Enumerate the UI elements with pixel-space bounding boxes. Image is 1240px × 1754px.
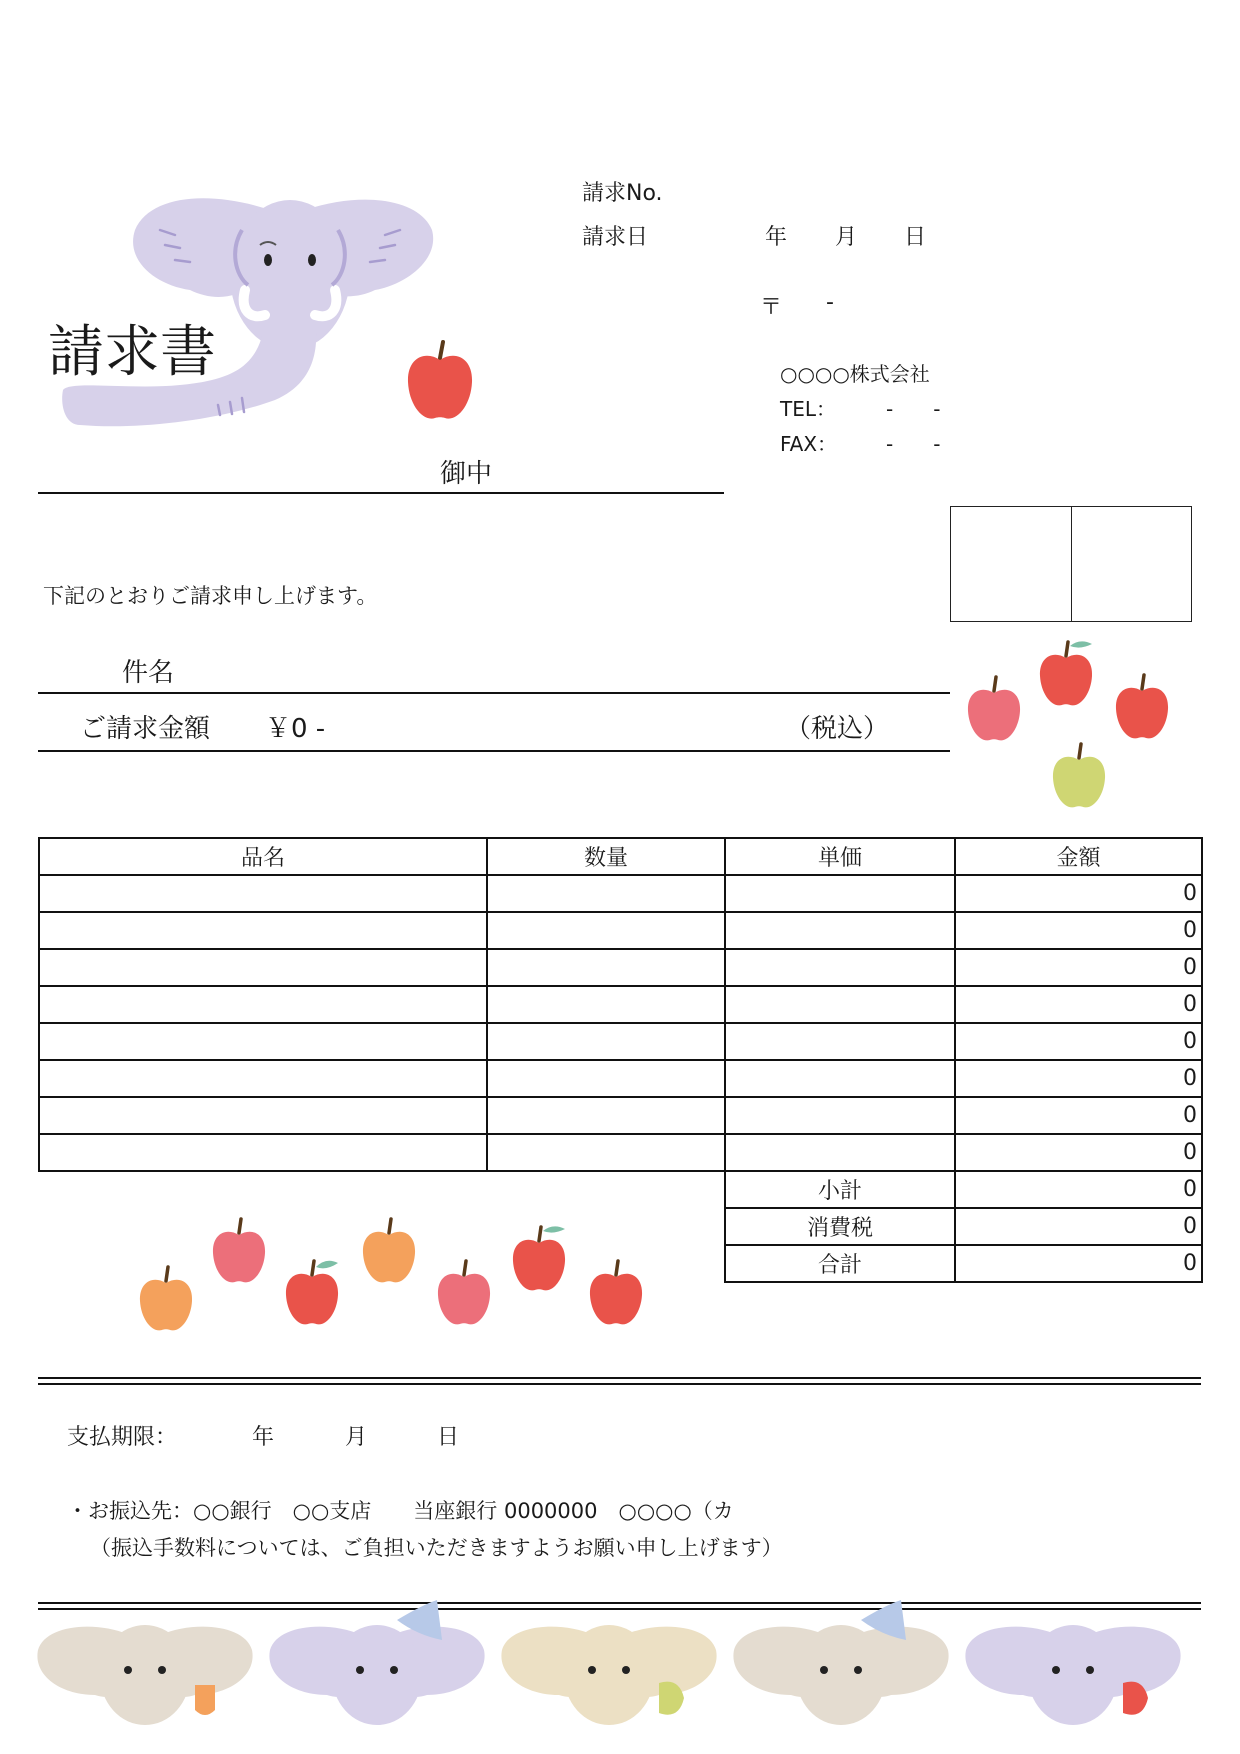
elephant-border-item: [733, 1600, 948, 1725]
item-price-cell[interactable]: [725, 1097, 955, 1134]
column-header-quantity: 数量: [487, 838, 725, 875]
recipient-suffix: 御中: [440, 459, 493, 489]
divider-line: [38, 1383, 1201, 1385]
postal-mark: 〒: [760, 295, 783, 320]
amount-value: ￥0 -: [265, 714, 326, 744]
issuer-fax-value: - -: [886, 432, 941, 456]
amount-label: ご請求金額: [80, 714, 211, 744]
elephant-border-item: [965, 1625, 1180, 1725]
item-name-cell[interactable]: [39, 875, 487, 912]
stamp-box: [950, 506, 1072, 622]
table-row: [39, 986, 1202, 1023]
issuer-tel-label: TEL：: [780, 397, 836, 421]
bank-transfer-info: ・お振込先：○○銀行 ○○支店 当座銀行 0000000 ○○○○（カ: [67, 1499, 734, 1523]
subtotal-value: 0: [955, 1171, 1202, 1208]
item-amount-cell: 0: [955, 1134, 1202, 1171]
item-amount-cell: 0: [955, 875, 1202, 912]
item-price-cell[interactable]: [725, 875, 955, 912]
apple-icon: [405, 340, 475, 425]
document-title: 請求書: [48, 320, 216, 385]
column-header-unit-price: 単価: [725, 838, 955, 875]
recipient-underline: [38, 492, 724, 494]
invoice-date-year: 年: [765, 225, 788, 250]
subject-label: 件名: [122, 658, 175, 688]
item-amount-cell: 0: [955, 949, 1202, 986]
blank-cell: [39, 1171, 725, 1208]
item-price-cell[interactable]: [725, 912, 955, 949]
apple-cluster-illustration: [965, 638, 1175, 818]
subject-underline: [38, 692, 950, 694]
divider-line: [38, 1377, 1201, 1379]
stamp-box: [1071, 506, 1192, 622]
item-price-cell[interactable]: [725, 1023, 955, 1060]
item-amount-cell: 0: [955, 986, 1202, 1023]
column-header-item-name: 品名: [39, 838, 487, 875]
invoice-no-label: 請求No.: [582, 181, 663, 206]
table-row: [39, 912, 1202, 949]
subtotal-label: 小計: [725, 1171, 955, 1208]
table-row: [39, 1134, 1202, 1171]
invoice-date-month: 月: [835, 225, 858, 250]
item-qty-cell[interactable]: [487, 949, 725, 986]
item-name-cell[interactable]: [39, 1060, 487, 1097]
item-qty-cell[interactable]: [487, 875, 725, 912]
item-amount-cell: 0: [955, 1097, 1202, 1134]
amount-underline: [38, 750, 950, 752]
item-name-cell[interactable]: [39, 912, 487, 949]
elephant-border-item: [501, 1625, 716, 1725]
table-header-row: [39, 838, 1202, 875]
payment-deadline-month: 月: [345, 1425, 368, 1450]
item-name-cell[interactable]: [39, 986, 487, 1023]
table-row: [39, 875, 1202, 912]
intro-text: 下記のとおりご請求申し上げます。: [43, 584, 378, 608]
item-name-cell[interactable]: [39, 949, 487, 986]
elephant-border-item: [37, 1625, 252, 1725]
item-name-cell[interactable]: [39, 1134, 487, 1171]
item-price-cell[interactable]: [725, 1134, 955, 1171]
issuer-tel-value: - -: [886, 397, 941, 421]
total-value: 0: [955, 1245, 1202, 1282]
table-row: [39, 1060, 1202, 1097]
column-header-amount: 金額: [955, 838, 1202, 875]
apple-row-illustration: [135, 1215, 675, 1345]
item-name-cell[interactable]: [39, 1097, 487, 1134]
table-row: [39, 1097, 1202, 1134]
item-name-cell[interactable]: [39, 1023, 487, 1060]
total-label: 合計: [725, 1245, 955, 1282]
table-row: [39, 1023, 1202, 1060]
elephant-border-item: [269, 1600, 484, 1725]
postal-dash: -: [826, 290, 834, 315]
item-price-cell[interactable]: [725, 949, 955, 986]
payment-deadline-label: 支払期限：: [67, 1425, 178, 1450]
item-qty-cell[interactable]: [487, 1097, 725, 1134]
item-amount-cell: 0: [955, 912, 1202, 949]
item-price-cell[interactable]: [725, 986, 955, 1023]
subtotal-row: [39, 1171, 1202, 1208]
item-qty-cell[interactable]: [487, 986, 725, 1023]
table-row: [39, 949, 1202, 986]
transfer-fee-note: （振込手数料については、ご負担いただきますようお願い申し上げます）: [90, 1536, 783, 1560]
item-qty-cell[interactable]: [487, 1134, 725, 1171]
elephant-border-illustration: [35, 1595, 1205, 1735]
invoice-date-label: 請求日: [582, 225, 649, 250]
invoice-date-day: 日: [904, 225, 927, 250]
item-qty-cell[interactable]: [487, 1060, 725, 1097]
issuer-fax-label: FAX：: [780, 432, 838, 456]
item-amount-cell: 0: [955, 1060, 1202, 1097]
tax-value: 0: [955, 1208, 1202, 1245]
issuer-company: ○○○○株式会社: [780, 362, 930, 386]
payment-deadline-year: 年: [252, 1425, 275, 1450]
item-qty-cell[interactable]: [487, 912, 725, 949]
item-amount-cell: 0: [955, 1023, 1202, 1060]
tax-label: 消費税: [725, 1208, 955, 1245]
item-price-cell[interactable]: [725, 1060, 955, 1097]
amount-tax-note: （税込）: [785, 714, 890, 744]
item-qty-cell[interactable]: [487, 1023, 725, 1060]
payment-deadline-day: 日: [437, 1425, 460, 1450]
